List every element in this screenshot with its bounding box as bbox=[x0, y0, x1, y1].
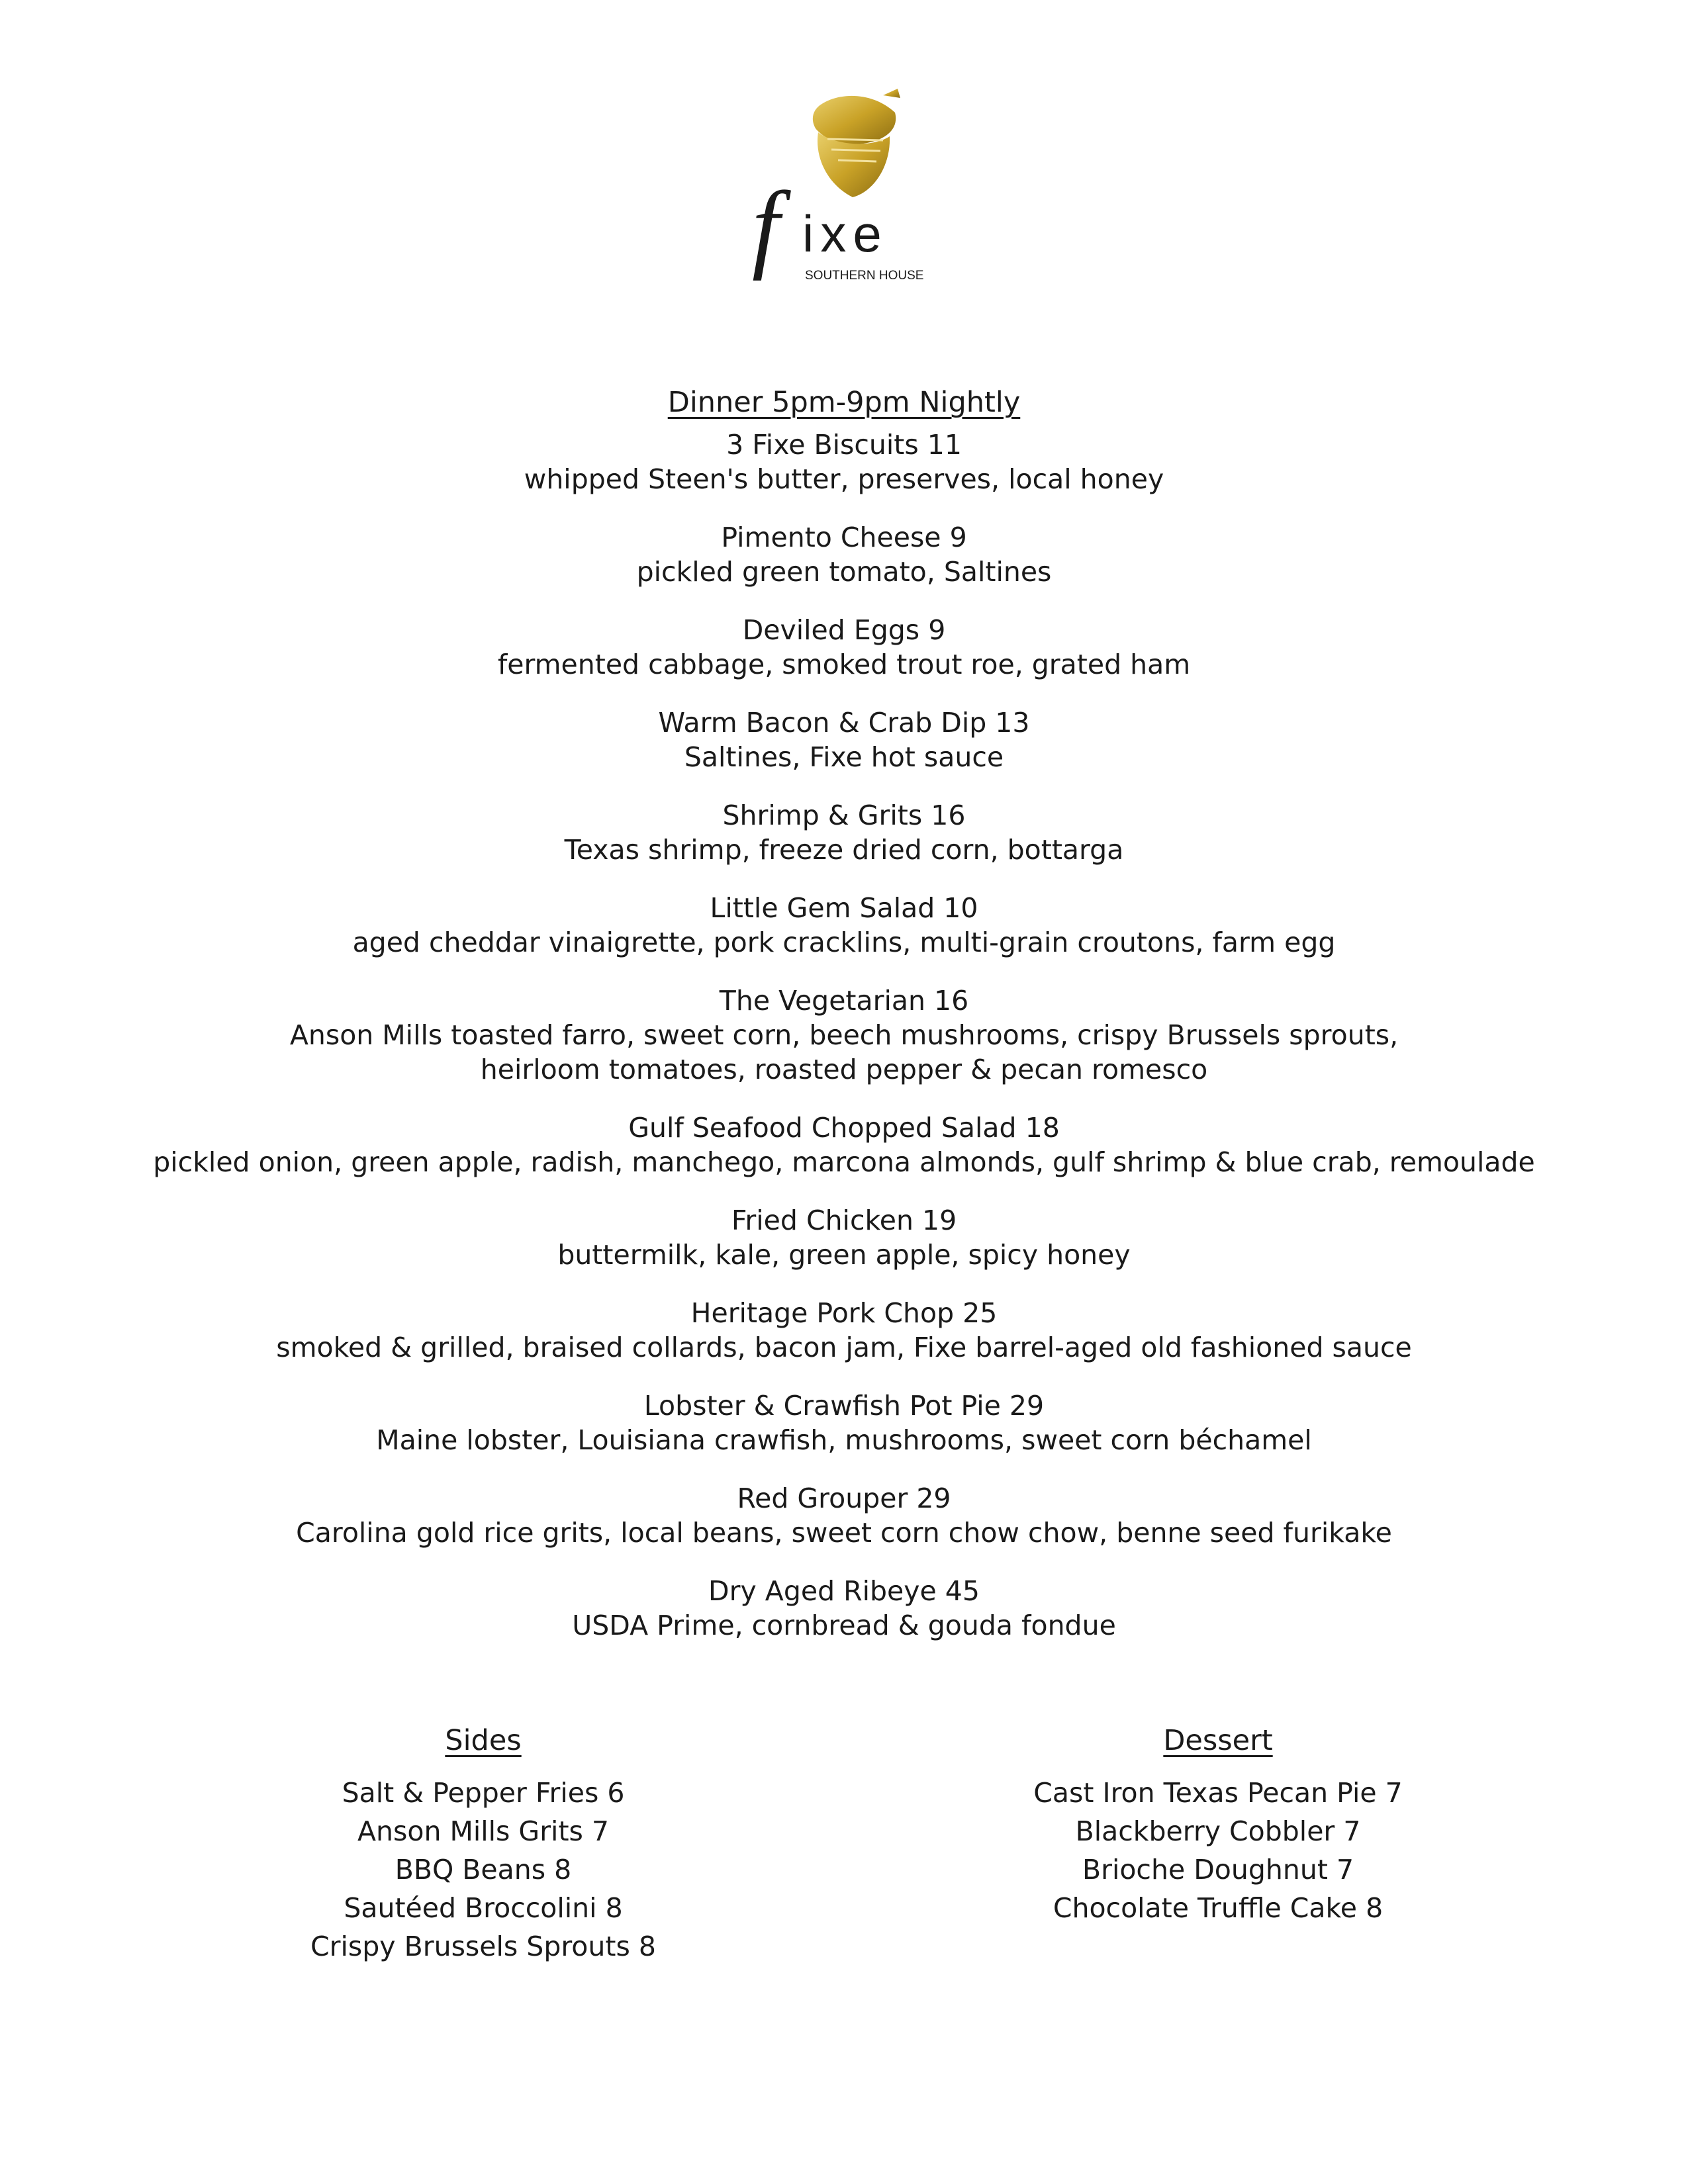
menu-item bbox=[0, 1111, 1688, 1179]
menu-item-name: Shrimp & Grits 16 bbox=[722, 799, 966, 831]
side-item: Anson Mills Grits 7 bbox=[357, 1815, 609, 1847]
sides-heading: Sides bbox=[445, 1724, 522, 1757]
dessert-items bbox=[920, 1774, 1516, 1927]
menu-item-name: The Vegetarian 16 bbox=[719, 985, 969, 1017]
dinner-items bbox=[0, 428, 1688, 1643]
menu-item-name: Fried Chicken 19 bbox=[731, 1205, 957, 1236]
menu-item-description: heirloom tomatoes, roasted pepper & pecan romesco bbox=[480, 1054, 1208, 1085]
menu-item bbox=[0, 613, 1688, 682]
menu-item bbox=[0, 428, 1688, 496]
dessert-section bbox=[920, 1721, 1516, 1927]
menu-item-name: 3 Fixe Biscuits 11 bbox=[726, 429, 962, 461]
brand-tagline: SOUTHERN HOUSE bbox=[805, 269, 924, 283]
dessert-item: Blackberry Cobbler 7 bbox=[1075, 1815, 1361, 1847]
menu-item-description: buttermilk, kale, green apple, spicy honey bbox=[557, 1239, 1131, 1271]
restaurant-logo bbox=[741, 86, 953, 311]
side-item: BBQ Beans 8 bbox=[395, 1854, 572, 1886]
menu-item bbox=[0, 1388, 1688, 1457]
menu-item-description: whipped Steen's butter, preserves, local honey bbox=[524, 463, 1164, 495]
menu-item-description: smoked & grilled, braised collards, bacon jam, Fixe barrel-aged old fashioned sauce bbox=[276, 1332, 1412, 1363]
menu-item-name: Heritage Pork Chop 25 bbox=[690, 1297, 998, 1329]
menu-item-description: fermented cabbage, smoked trout roe, grated ham bbox=[497, 649, 1191, 680]
dinner-menu bbox=[0, 383, 1688, 1666]
menu-item bbox=[0, 1296, 1688, 1365]
menu-item bbox=[0, 983, 1688, 1087]
menu-item-name: Little Gem Salad 10 bbox=[710, 892, 978, 924]
menu-item-description: Saltines, Fixe hot sauce bbox=[684, 741, 1004, 773]
dessert-item: Chocolate Truffle Cake 8 bbox=[1053, 1892, 1383, 1924]
menu-item bbox=[0, 1203, 1688, 1272]
menu-item-description: Maine lobster, Louisiana crawfish, mushrooms, sweet corn béchamel bbox=[376, 1424, 1312, 1456]
menu-item-name: Dry Aged Ribeye 45 bbox=[708, 1575, 980, 1607]
acorn-logo-icon bbox=[741, 86, 953, 311]
brand-wordmark-ixe: ixe bbox=[802, 205, 888, 263]
menu-item-name: Warm Bacon & Crab Dip 13 bbox=[658, 707, 1030, 739]
dessert-heading: Dessert bbox=[1163, 1724, 1273, 1757]
side-item: Crispy Brussels Sprouts 8 bbox=[310, 1931, 656, 1962]
menu-item-description: Carolina gold rice grits, local beans, sweet corn chow chow, benne seed furikake bbox=[296, 1517, 1392, 1549]
dessert-item: Cast Iron Texas Pecan Pie 7 bbox=[1033, 1777, 1403, 1809]
brand-wordmark-f: f bbox=[752, 171, 780, 281]
dinner-heading: Dinner 5pm-9pm Nightly bbox=[667, 386, 1021, 419]
menu-item-description: aged cheddar vinaigrette, pork cracklins, multi-grain croutons, farm egg bbox=[352, 927, 1336, 958]
menu-item bbox=[0, 520, 1688, 589]
menu-item-name: Deviled Eggs 9 bbox=[742, 614, 946, 646]
side-item: Sautéed Broccolini 8 bbox=[344, 1892, 623, 1924]
menu-item-description: Anson Mills toasted farro, sweet corn, beech mushrooms, crispy Brussels sprouts, bbox=[289, 1019, 1399, 1051]
menu-item bbox=[0, 1574, 1688, 1643]
bottom-columns bbox=[0, 1721, 1688, 1985]
menu-item-description: pickled green tomato, Saltines bbox=[636, 556, 1052, 588]
menu-item-name: Red Grouper 29 bbox=[737, 1482, 951, 1514]
menu-item bbox=[0, 1481, 1688, 1550]
menu-item-name: Pimento Cheese 9 bbox=[721, 522, 967, 553]
sides-section bbox=[185, 1721, 781, 1966]
menu-item bbox=[0, 891, 1688, 960]
dessert-item: Brioche Doughnut 7 bbox=[1082, 1854, 1354, 1886]
menu-item-name: Gulf Seafood Chopped Salad 18 bbox=[628, 1112, 1060, 1144]
menu-item-description: Texas shrimp, freeze dried corn, bottarga bbox=[564, 834, 1124, 866]
menu-item-name: Lobster & Crawfish Pot Pie 29 bbox=[643, 1390, 1045, 1422]
side-item: Salt & Pepper Fries 6 bbox=[342, 1777, 625, 1809]
menu-item bbox=[0, 705, 1688, 774]
menu-item-description: pickled onion, green apple, radish, manchego, marcona almonds, gulf shrimp & blue crab, remoulade bbox=[153, 1146, 1535, 1178]
sides-items bbox=[185, 1774, 781, 1966]
menu-item-description: USDA Prime, cornbread & gouda fondue bbox=[572, 1610, 1116, 1641]
menu-item bbox=[0, 798, 1688, 867]
